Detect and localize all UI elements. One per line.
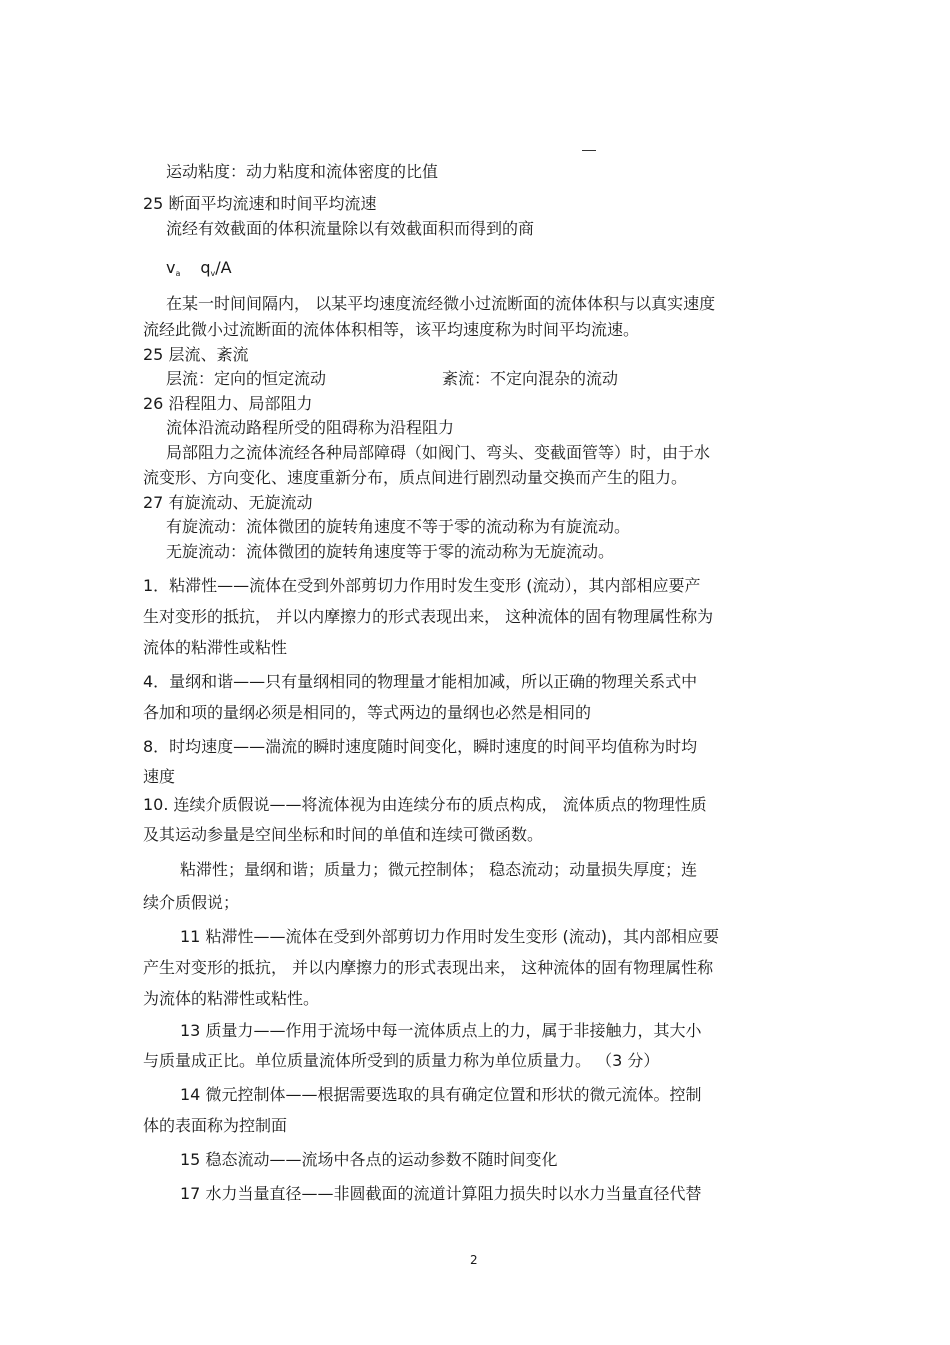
text-line: 局部阻力之流体流经各种局部障碍（如阀门、弯头、变截面管等）时，由于水	[166, 443, 711, 462]
text-line: 运动粘度：动力粘度和流体密度的比值	[166, 162, 439, 181]
text-line: 流变形、方向变化、速度重新分布，质点间进行剧烈动量交换而产生的阻力。	[143, 468, 688, 487]
formula-q: q	[200, 258, 211, 277]
text-line: 生对变形的抵抗， 并以内摩擦力的形式表现出来， 这种流体的固有物理属性称为	[143, 607, 714, 626]
formula-v: v	[166, 258, 176, 277]
text-line: 流体沿流动路程所受的阻碍称为沿程阻力	[166, 418, 455, 437]
formula-mean-velocity	[166, 258, 232, 278]
formula-v-subscript: a	[175, 269, 181, 278]
text-line: 10. 连续介质假说——将流体视为由连续分布的质点构成， 流体质点的物理性质	[143, 795, 707, 814]
text-line: 粘滞性；量纲和谐；质量力；微元控制体； 稳态流动；动量损失厚度；连	[180, 860, 698, 879]
section-heading: 25 断面平均流速和时间平均流速	[143, 194, 377, 213]
text-line: 8．时均速度——湍流的瞬时速度随时间变化，瞬时速度的时间平均值称为时均	[143, 737, 698, 756]
text-line: 11 粘滞性——流体在受到外部剪切力作用时发生变形 (流动)，其内部相应要	[180, 927, 720, 946]
text-line: 及其运动参量是空间坐标和时间的单值和连续可微函数。	[143, 825, 544, 844]
section-heading: 26 沿程阻力、局部阻力	[143, 394, 313, 413]
text-line: 有旋流动：流体微团的旋转角速度不等于零的流动称为有旋流动。	[166, 517, 631, 536]
text-line: 续介质假说；	[143, 893, 240, 912]
text-line: 产生对变形的抵抗， 并以内摩擦力的形式表现出来， 这种流体的固有物理属性称	[143, 958, 714, 977]
section-heading: 25 层流、紊流	[143, 345, 249, 364]
text-line: 为流体的粘滞性或粘性。	[143, 989, 320, 1008]
formula-rest: /A	[215, 258, 232, 277]
text-line: 14 微元控制体——根据需要选取的具有确定位置和形状的微元流体。控制	[180, 1085, 702, 1104]
formula-q-subscript: v	[210, 269, 216, 278]
text-line: 各加和项的量纲必须是相同的，等式两边的量纲也必然是相同的	[143, 703, 592, 722]
text-line: 4．量纲和谐——只有量纲相同的物理量才能相加减，所以正确的物理关系式中	[143, 672, 698, 691]
text-line: 流经有效截面的体积流量除以有效截面积而得到的商	[166, 219, 535, 238]
section-heading: 27 有旋流动、无旋流动	[143, 493, 313, 512]
text-line: 流经此微小过流断面的流体体积相等，该平均速度称为时间平均流速。	[143, 320, 640, 339]
text-line: 与质量成正比。单位质量流体所受到的质量力称为单位质量力。 （3 分）	[143, 1051, 660, 1070]
text-line: 1．粘滞性——流体在受到外部剪切力作用时发生变形 (流动），其内部相应要产	[143, 576, 701, 595]
text-line: 紊流：不定向混杂的流动	[442, 369, 619, 388]
text-line: 在某一时间间隔内， 以某平均速度流经微小过流断面的流体体积与以真实速度	[166, 294, 716, 313]
text-line: 层流：定向的恒定流动	[166, 369, 327, 388]
text-line: 体的表面称为控制面	[143, 1116, 288, 1135]
text-line: 15 稳态流动——流场中各点的运动参数不随时间变化	[180, 1150, 558, 1169]
text-line: 流体的粘滞性或粘性	[143, 638, 288, 657]
page-top-dash	[582, 150, 596, 151]
text-line: 速度	[143, 767, 176, 786]
text-line: 17 水力当量直径——非圆截面的流道计算阻力损失时以水力当量直径代替	[180, 1184, 702, 1203]
text-line: 无旋流动：流体微团的旋转角速度等于零的流动称为无旋流动。	[166, 542, 615, 561]
text-line: 13 质量力——作用于流场中每一流体质点上的力，属于非接触力，其大小	[180, 1021, 702, 1040]
page-number: 2	[470, 1253, 478, 1267]
